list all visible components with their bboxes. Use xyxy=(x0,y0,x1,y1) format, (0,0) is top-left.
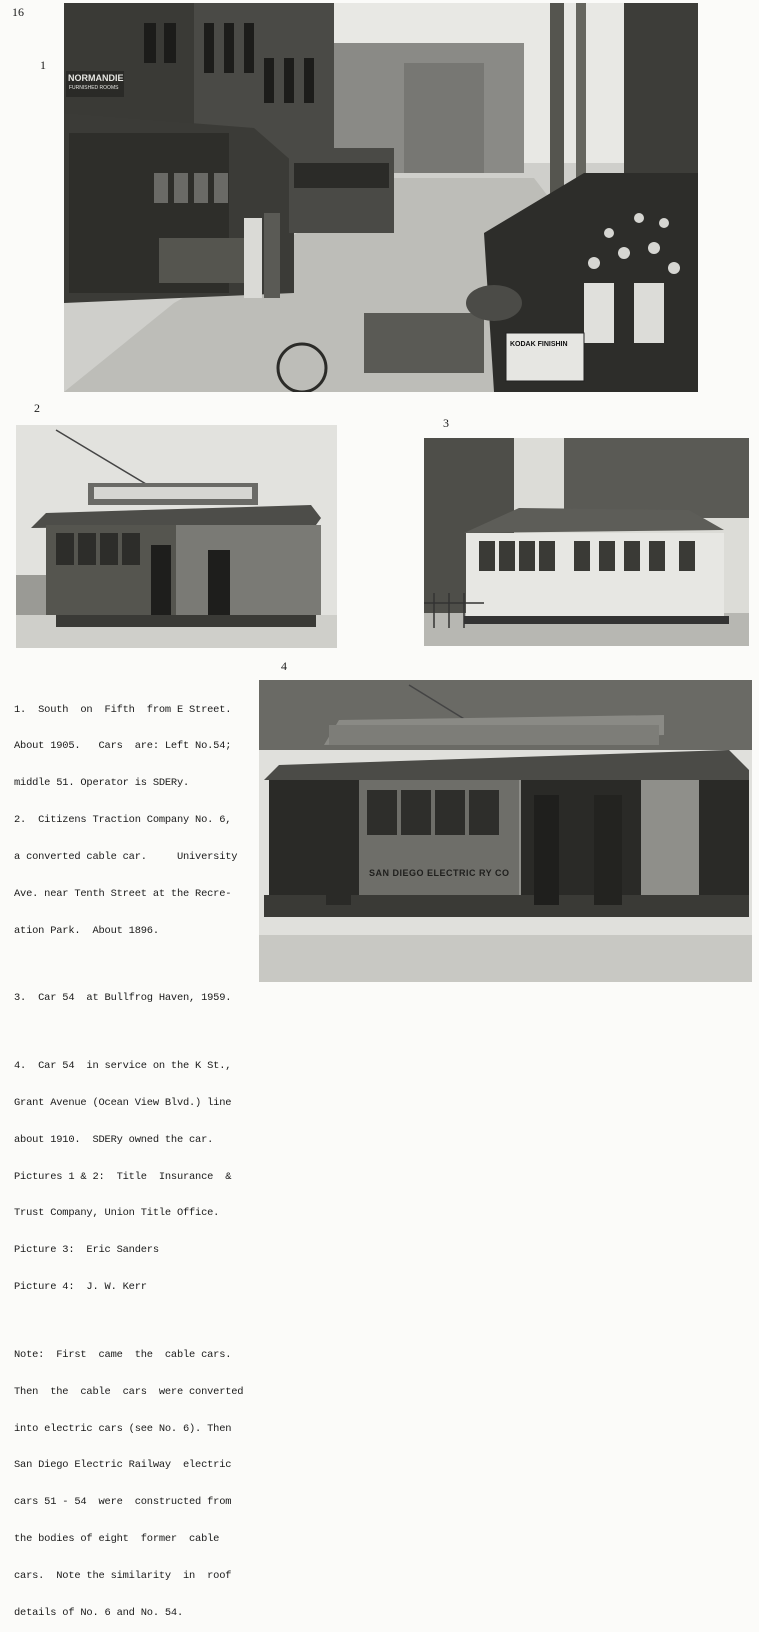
photo-cable-car-6 xyxy=(16,425,337,648)
note-line: Then the cable cars were converted xyxy=(14,1385,244,1398)
kodak-sign: KODAK FINISHIN xyxy=(510,341,568,348)
car-lettering: SAN DIEGO ELECTRIC RY CO xyxy=(369,868,510,878)
caption-line: a converted cable car. University xyxy=(14,851,238,864)
hotel-sign-sub: FURNISHED ROOMS xyxy=(69,85,119,91)
caption-line: Ave. near Tenth Street at the Recre- xyxy=(14,888,232,901)
photo-number-1: 1 xyxy=(40,58,46,72)
caption-line: Picture 3: Eric Sanders xyxy=(14,1244,159,1257)
caption-line: Grant Avenue (Ocean View Blvd.) line xyxy=(14,1096,232,1109)
photo-car-54-in-service xyxy=(259,680,752,982)
caption-line: about 1910. SDERy owned the car. xyxy=(14,1133,214,1146)
caption-line: Picture 4: J. W. Kerr xyxy=(14,1281,147,1294)
photo-number-4: 4 xyxy=(281,659,287,673)
note-line: cars 51 - 54 were constructed from xyxy=(14,1496,232,1509)
note-line: into electric cars (see No. 6). Then xyxy=(14,1422,232,1435)
caption-line: 3. Car 54 at Bullfrog Haven, 1959. xyxy=(14,992,232,1005)
caption-line: Trust Company, Union Title Office. xyxy=(14,1207,220,1220)
caption-line: middle 51. Operator is SDERy. xyxy=(14,777,190,790)
note-line: San Diego Electric Railway electric xyxy=(14,1459,232,1472)
photo-car-54-bullfrog-haven xyxy=(424,438,749,646)
caption-line: 1. South on Fifth from E Street. xyxy=(14,703,232,716)
photo-number-2: 2 xyxy=(34,401,40,415)
note-line: cars. Note the similarity in roof xyxy=(14,1570,232,1583)
note-line: Note: First came the cable cars. xyxy=(14,1348,232,1361)
caption-line: About 1905. Cars are: Left No.54; xyxy=(14,740,232,753)
caption-line: Pictures 1 & 2: Title Insurance & xyxy=(14,1170,232,1183)
page-number: 16 xyxy=(12,5,24,19)
photo-number-3: 3 xyxy=(443,416,449,430)
caption-line: ation Park. About 1896. xyxy=(14,924,159,937)
caption-line: 4. Car 54 in service on the K St., xyxy=(14,1059,232,1072)
note-line: details of No. 6 and No. 54. xyxy=(14,1606,183,1619)
hotel-sign: NORMANDIE xyxy=(68,73,124,83)
note-line: the bodies of eight former cable xyxy=(14,1533,220,1546)
caption-line: 2. Citizens Traction Company No. 6, xyxy=(14,814,232,827)
caption-block xyxy=(14,679,246,1632)
photo-street-scene xyxy=(64,3,698,392)
